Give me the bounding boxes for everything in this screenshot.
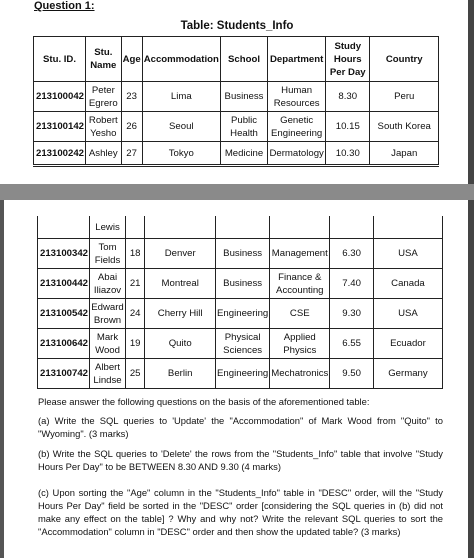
cell-country: South Korea	[370, 112, 439, 142]
document-page-2	[0, 200, 474, 558]
cell-age: 27	[121, 142, 142, 166]
cell-accommodation: Montreal	[145, 269, 216, 299]
cell-country: Peru	[370, 82, 439, 112]
cell-school: Public Health	[220, 112, 267, 142]
table-title: Table: Students_Info	[180, 20, 294, 32]
cell-department: Mechatronics	[270, 359, 330, 389]
cell-hours	[330, 216, 374, 239]
cell-id	[38, 216, 90, 239]
cell-hours: 8.30	[326, 82, 370, 112]
students-info-table-part-2	[37, 216, 443, 389]
cell-hours: 10.30	[326, 142, 370, 166]
cell-accommodation: Lima	[142, 82, 220, 112]
cell-school: Business	[220, 82, 267, 112]
cell-accommodation: Berlin	[145, 359, 216, 389]
cell-age: 24	[125, 299, 144, 329]
header-study-hours: Study Hours Per Day	[326, 37, 370, 82]
cell-school: Medicine	[220, 142, 267, 166]
cell-country: USA	[373, 299, 442, 329]
cell-name: Edward Brown	[90, 299, 126, 329]
cell-id: 213100042	[34, 82, 86, 112]
cell-accommodation: Cherry Hill	[145, 299, 216, 329]
question-b: (b) Write the SQL queries to 'Delete' the rows from the "Students_Info" table that involve "Study Hours Per Day" to be BETWEEN 8.30 AND 9.30 (4 marks)	[38, 448, 443, 472]
cell-accommodation: Seoul	[142, 112, 220, 142]
cell-country: Germany	[373, 359, 442, 389]
header-accommodation: Accommodation	[142, 37, 220, 82]
cell-name: Tom Fields	[90, 239, 126, 269]
cell-school: Physical Sciences	[216, 329, 270, 359]
cell-age: 26	[121, 112, 142, 142]
table-row	[38, 239, 443, 269]
cell-hours: 7.40	[330, 269, 374, 299]
cell-name: Abai Iliazov	[90, 269, 126, 299]
cell-age: 18	[125, 239, 144, 269]
header-department: Department	[268, 37, 326, 82]
instructions-intro: Please answer the following questions on the basis of the aforementioned table:	[38, 396, 370, 407]
cell-accommodation: Denver	[145, 239, 216, 269]
cell-name: Robert Yesho	[86, 112, 122, 142]
header-school: School	[220, 37, 267, 82]
table-row	[38, 299, 443, 329]
cell-name: Mark Wood	[90, 329, 126, 359]
cell-department	[270, 216, 330, 239]
table-row	[38, 329, 443, 359]
cell-id: 213100442	[38, 269, 90, 299]
question-c: (c) Upon sorting the "Age" column in the "Students_Info" table in "DESC" order, will the "Study Hours Per Day" field be sorted in the "DESC" order [considering the SQL queries in (b) did not make any effect on the table] ? Why and why not? Write the relevant SQL queries to sort the "Accommodation" column in "DESC" order and then show the updated table? (3 marks)	[38, 487, 443, 537]
cell-school: Engineering	[216, 299, 270, 329]
cell-age	[125, 216, 144, 239]
cell-school	[216, 216, 270, 239]
table-row	[38, 269, 443, 299]
cell-age: 21	[125, 269, 144, 299]
question-title: Question 1:	[34, 0, 95, 12]
cell-school: Engineering	[216, 359, 270, 389]
table-row	[34, 112, 439, 142]
cell-name: Peter Egrero	[86, 82, 122, 112]
cell-country: Canada	[373, 269, 442, 299]
cell-id: 213100542	[38, 299, 90, 329]
cell-id: 213100642	[38, 329, 90, 359]
header-age: Age	[121, 37, 142, 82]
table-row	[34, 82, 439, 112]
cell-department: Human Resources	[268, 82, 326, 112]
header-stu-id: Stu. ID.	[34, 37, 86, 82]
cell-id: 213100142	[34, 112, 86, 142]
cell-hours: 9.50	[330, 359, 374, 389]
cell-department: Applied Physics	[270, 329, 330, 359]
cell-country: USA	[373, 239, 442, 269]
cell-name: Ashley	[86, 142, 122, 166]
cell-hours: 9.30	[330, 299, 374, 329]
cell-id: 213100742	[38, 359, 90, 389]
cell-hours: 6.55	[330, 329, 374, 359]
table-row	[38, 359, 443, 389]
table-row	[34, 142, 439, 166]
cell-hours: 6.30	[330, 239, 374, 269]
students-info-table-part-1	[33, 36, 439, 167]
cell-country	[373, 216, 442, 239]
table-row	[38, 216, 443, 239]
cell-age: 19	[125, 329, 144, 359]
cell-department: CSE	[270, 299, 330, 329]
cell-hours: 10.15	[326, 112, 370, 142]
cell-country: Ecuador	[373, 329, 442, 359]
header-stu-name: Stu. Name	[86, 37, 122, 82]
cell-country: Japan	[370, 142, 439, 166]
cell-school: Business	[216, 269, 270, 299]
cell-name: Lewis	[90, 216, 126, 239]
cell-age: 25	[125, 359, 144, 389]
cell-accommodation: Tokyo	[142, 142, 220, 166]
question-a: (a) Write the SQL queries to 'Update' the "Accommodation" of Mark Wood from "Quito" to "Wyoming". (3 marks)	[38, 415, 443, 439]
cell-age: 23	[121, 82, 142, 112]
cell-school: Business	[216, 239, 270, 269]
cell-department: Dermatology	[268, 142, 326, 166]
cell-department: Finance & Accounting	[270, 269, 330, 299]
cell-department: Management	[270, 239, 330, 269]
header-country: Country	[370, 37, 439, 82]
cell-accommodation: Quito	[145, 329, 216, 359]
cell-department: Genetic Engineering	[268, 112, 326, 142]
cell-name: Albert Lindse	[90, 359, 126, 389]
table-header-row	[34, 37, 439, 82]
document-page-1	[0, 0, 474, 184]
cell-accommodation	[145, 216, 216, 239]
cell-id: 213100342	[38, 239, 90, 269]
cell-id: 213100242	[34, 142, 86, 166]
